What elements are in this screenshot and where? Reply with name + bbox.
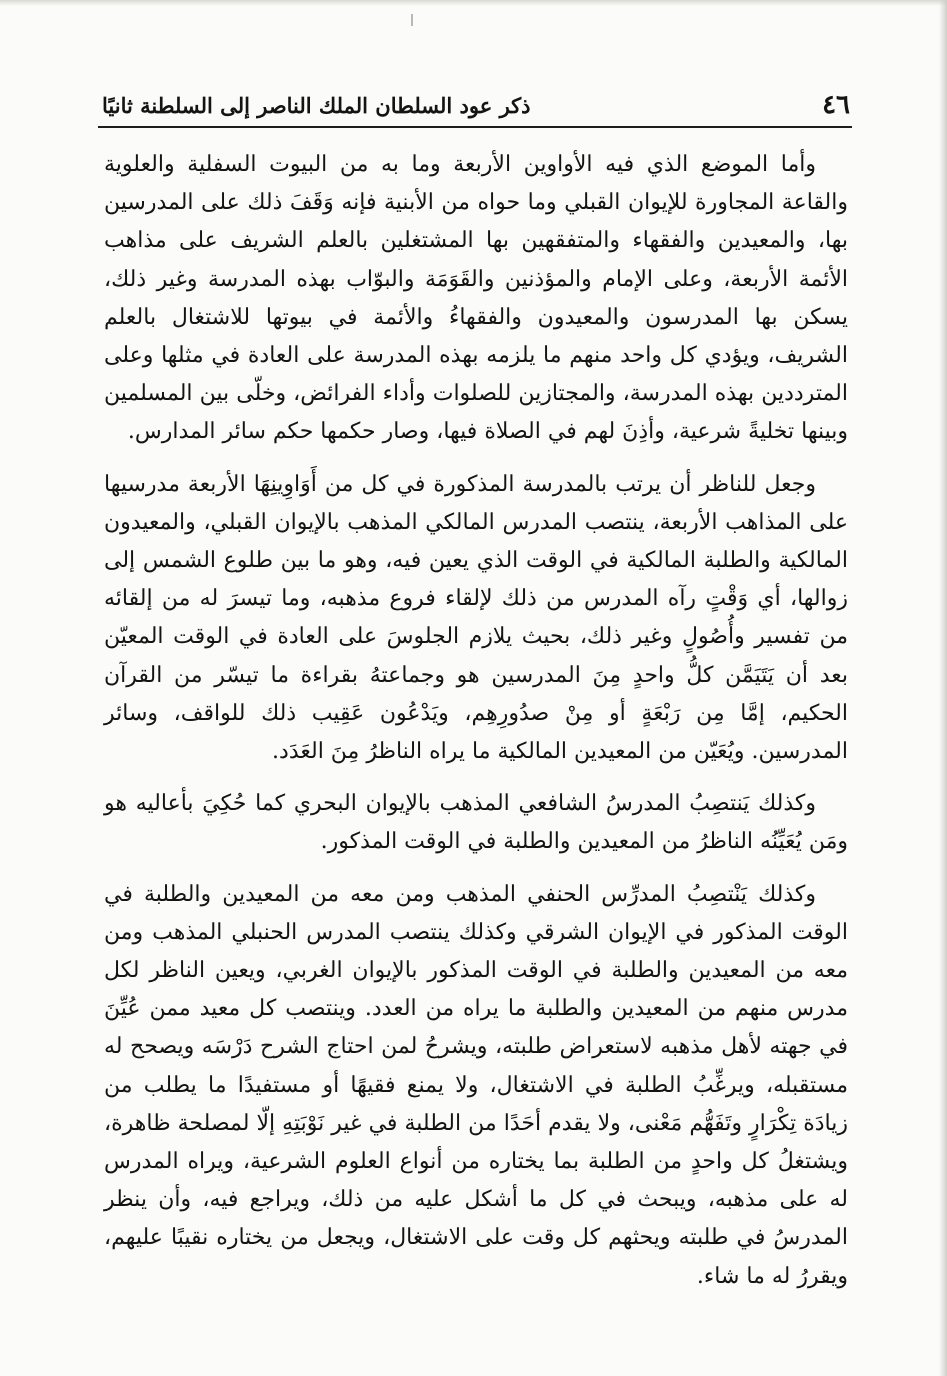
scan-shadow-right xyxy=(939,0,947,1376)
paragraph-3: وكذلك يَنتصِبُ المدرسُ الشافعي المذهب بالإيوان البحري كما حُكِيَ بأعاليه هو ومَن يُعَيِّنُه الناظرُ من المعيدين والطلبة في الوقت المذكور. xyxy=(104,791,848,855)
running-head xyxy=(102,86,850,126)
page-number: ٤٦ xyxy=(822,90,850,120)
body-text xyxy=(104,146,848,1310)
paragraph-1: وأما الموضع الذي فيه الأواوين الأربعة وما به من البيوت السفلية والعلوية والقاعة المجاورة للإيوان القبلي وما حواه من الأبنية فإنه وَقَفَ ذلك على المدرسين بها، والمعيدين والفقهاء والمتفقهين بها المشتغلين بالعلم الشريف على مذاهب الأئمة الأربعة، وعلى الإمام والمؤذنين والقَوَمَة والبوّاب بهذه المدرسة وغير ذلك، يسكن بها المدرسون والمعيدون والفقهاءُ والأئمة في بيوتها للاشتغال بالعلم الشريف، ويؤدي كل واحد منهم ما يلزمه بهذه المدرسة على العادة في مثلها وعلى المترددين بهذه المدرسة، والمجتازين للصلوات وأداء الفرائض، وخلّى بين المسلمين وبينها تخليةً شرعية، وأذِنَ لهم في الصلاة فيها، وصار حكمها حكم سائر المدارس. xyxy=(104,152,848,445)
scan-mark xyxy=(411,14,413,26)
header-rule xyxy=(98,126,852,128)
scan-shadow-top xyxy=(0,0,947,6)
paragraph-4: وكذلك يَنْتصِبُ المدرِّس الحنفي المذهب ومن معه من المعيدين والطلبة في الوقت المذكور في الإيوان الشرقي وكذلك ينتصب المدرس الحنبلي المذهب ومن معه من المعيدين والطلبة في الوقت المذكور بالإيوان الغربي، ويعين الناظر لكل مدرس منهم من المعيدين والطلبة ما يراه من العدد. وينتصب كل معيد ممن عُيِّنَ في جهته لأهل مذهبه لاستعراض طلبته، ويشرحُ لمن احتاج الشرح دَرْسَه ويصحح له مستقبله، ويرغِّبُ الطلبة في الاشتغال، ولا يمنع فقيهًا أو مستفيدًا ما يطلب من زيادَة تِكْرَارٍ وتَفَهُّم مَعْنى، ولا يقدم أحَدًا من الطلبة في غير نَوْبَتِهِ إلّا لمصلحة ظاهرة، ويشتغلُ كل واحدٍ من الطلبة بما يختاره من أنواع العلوم الشرعية، ويراه المدرس له على مذهبه، ويبحث في كل ما أشكل عليه من ذلك، ويراجع فيه، وأن ينظر المدرسُ في طلبته ويحثهم كل وقت على الاشتغال، ويجعل من يختاره نقيبًا عليهم، ويقررُ له ما شاء. xyxy=(104,881,848,1289)
paragraph-2: وجعل للناظر أن يرتب بالمدرسة المذكورة في كل من أَوَاوِينِهَا الأربعة مدرسيها على المذاهب الأربعة، ينتصب المدرس المالكي المذهب بالإيوان القبلي، والمعيدون المالكية والطلبة المالكية في الوقت الذي يعين فيه، وهو ما بين طلوع الشمس إلى زوالها، أي وَقْتٍ رآه المدرس من ذلك لإلقاء فروع مذهبه، وما تيسرَ له من إلقائه من تفسير وأُصُولٍ وغير ذلك، بحيث يلازم الجلوسَ على العادة في الوقت المعيّن بعد أن يَتَيَمَّن كلُّ واحدٍ مِنَ المدرسين هو وجماعتهُ بقراءة ما تيسّر من القرآن الحكيم، إمَّا مِن رَبْعَةٍ أو مِنْ صدُورِهِم، ويَدْعُون عَقِيب ذلك للواقف، وسائر المدرسين. ويُعَيّن من المعيدين المالكية ما يراه الناظرُ مِنَ العَدَد. xyxy=(104,471,848,765)
running-title: ذكر عود السلطان الملك الناصر إلى السلطنة ثانيًا xyxy=(102,93,531,118)
